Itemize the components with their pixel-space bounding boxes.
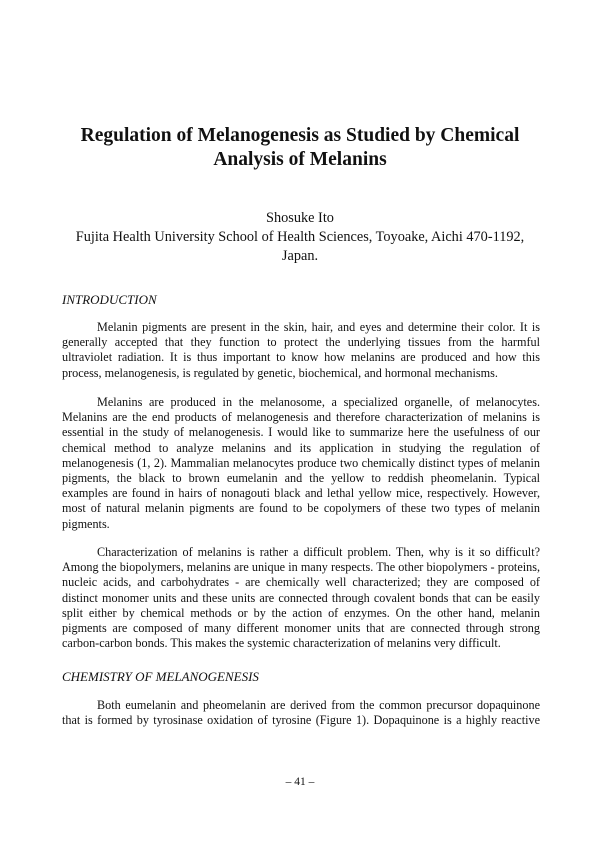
text-line: distinct monomer units and these units are connected through covalent bonds that can be easily bbox=[62, 590, 540, 605]
text-line: ultraviolet radiation. It is thus important to know how melanins are produced and how this bbox=[62, 350, 540, 365]
paragraph-chemistry-1 bbox=[62, 698, 540, 728]
text-line: Melanin pigments are present in the skin, hair, and eyes and determine their color. It is bbox=[97, 320, 540, 334]
paragraph-intro-3 bbox=[62, 545, 540, 651]
paper-title bbox=[60, 124, 540, 172]
author-name: Shosuke Ito bbox=[266, 210, 334, 226]
text-line: pigments, the black to brown eumelanin and the yellow to reddish pheomelanin. Typical bbox=[62, 470, 540, 485]
author-block bbox=[40, 209, 560, 266]
paragraph-intro-1 bbox=[62, 320, 540, 381]
text-line: chemical method to analyze melanins and its application in studying the regulation of bbox=[62, 440, 540, 455]
paragraph-intro-2 bbox=[62, 395, 540, 532]
text-line: pigments. bbox=[62, 516, 110, 531]
text-line: Among the biopolymers, melanins are unique in many respects. The other biopolymers - proteins, bbox=[62, 560, 540, 575]
text-line: essential in the study of melanogenesis. I would like to summarize here the usefulness of our bbox=[62, 425, 540, 440]
page-number: – 41 – bbox=[285, 776, 315, 788]
text-line: melanogenesis (1, 2). Mammalian melanocytes produce two chemically distinct types of melanin bbox=[62, 455, 540, 470]
title-line-1: Regulation of Melanogenesis as Studied by Chemical bbox=[80, 125, 520, 146]
title-line-2: Analysis of Melanins bbox=[213, 149, 387, 170]
text-line: Melanins are the end products of melanogenesis and therefore characterization of melanins is bbox=[62, 410, 540, 425]
text-line: Both eumelanin and pheomelanin are derived from the common precursor dopaquinone bbox=[97, 698, 540, 712]
section-heading-chemistry: CHEMISTRY OF MELANOGENESIS bbox=[62, 669, 259, 684]
text-line: Melanins are produced in the melanosome, a specialized organelle, of melanocytes. bbox=[97, 395, 540, 409]
text-line: that is formed by tyrosinase oxidation of tyrosine (Figure 1). Dopaquinone is a highly reactive bbox=[62, 713, 540, 728]
affiliation-line-1: Fujita Health University School of Health Sciences, Toyoake, Aichi 470-1192, bbox=[75, 229, 525, 245]
text-line: pigments are composed of many different monomer units that are connected through strong bbox=[62, 620, 540, 635]
text-line: carbon-carbon bonds. This makes the systemic characterization of melanins very difficult. bbox=[62, 636, 501, 651]
text-line: process, melanogenesis, is regulated by genetic, biochemical, and hormonal mechanisms. bbox=[62, 365, 498, 380]
text-line: nucleic acids, and carbohydrates - are chemically well characterized; they are composed of bbox=[62, 575, 540, 590]
text-line: split either by chemical methods or by the action of enzymes. On the other hand, melanin bbox=[62, 605, 540, 620]
text-line: examples are found in hairs of nonagouti black and lethal yellow mice, respectively. However, bbox=[62, 486, 540, 501]
text-line: generally accepted that they function to protect the underlying tissues from the harmful bbox=[62, 335, 540, 350]
section-heading-introduction: INTRODUCTION bbox=[62, 292, 157, 307]
text-line: Characterization of melanins is rather a difficult problem. Then, why is it so difficult? bbox=[97, 545, 540, 559]
affiliation-line-2: Japan. bbox=[281, 248, 319, 264]
text-line: most of natural melanin pigments are found to be copolymers of these two types of melanin bbox=[62, 501, 540, 516]
